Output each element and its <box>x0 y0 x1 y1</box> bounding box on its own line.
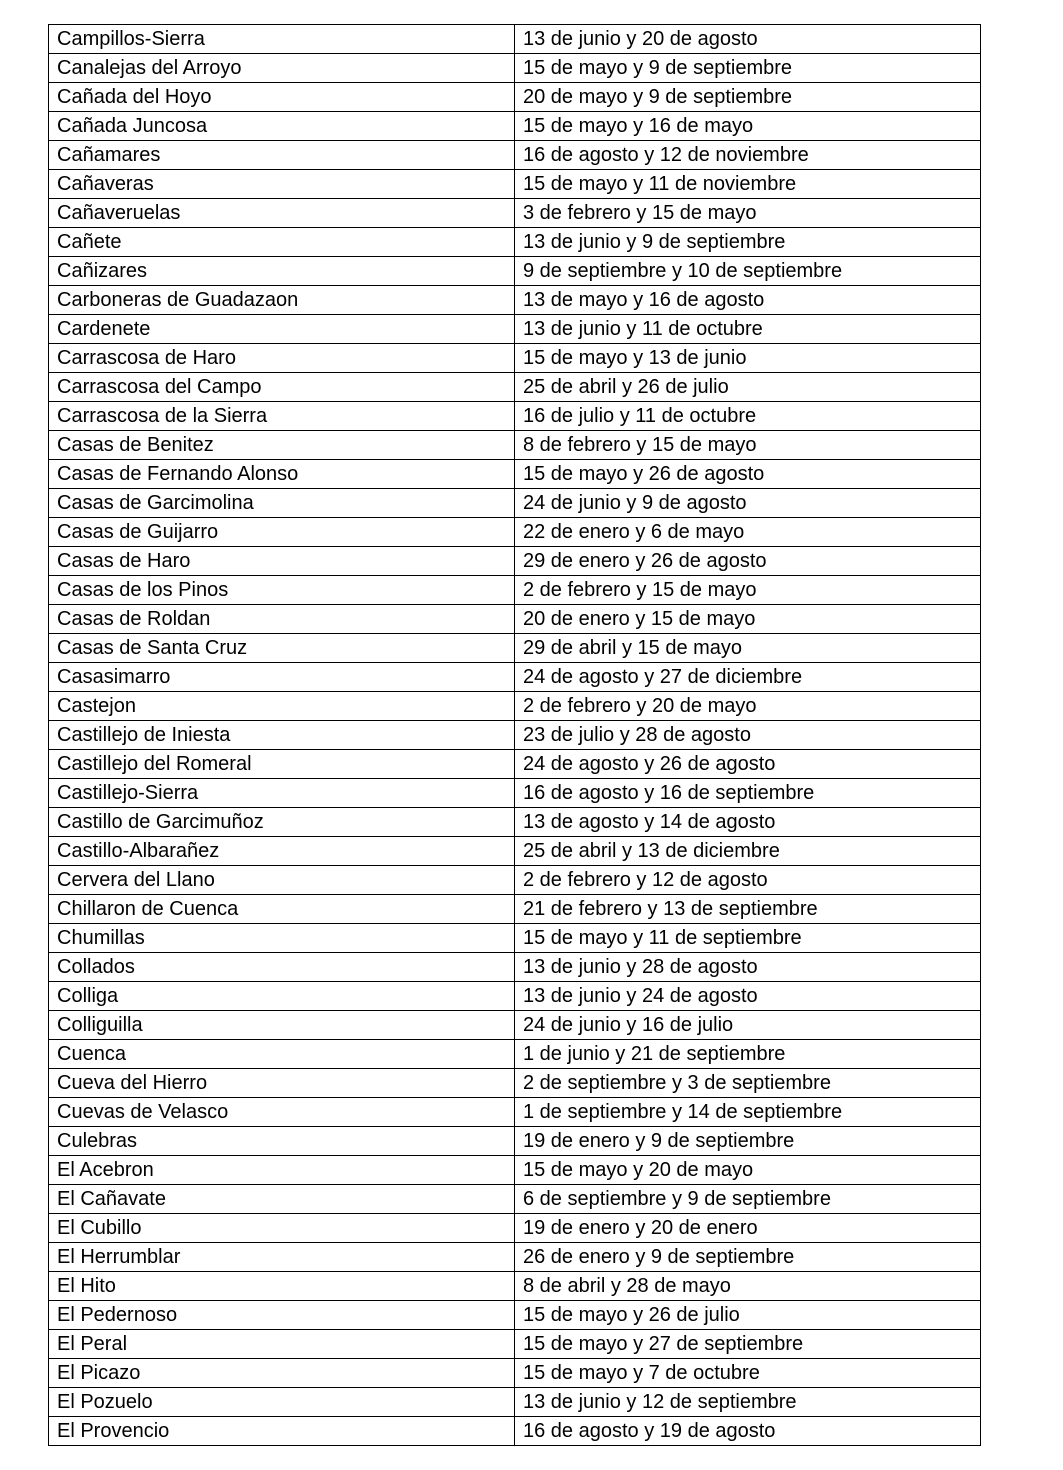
dates-cell: 19 de enero y 9 de septiembre <box>515 1127 981 1156</box>
town-cell: Campillos-Sierra <box>49 25 515 54</box>
town-cell: Castillo de Garcimuñoz <box>49 808 515 837</box>
dates-cell: 15 de mayo y 13 de junio <box>515 344 981 373</box>
dates-cell: 24 de junio y 9 de agosto <box>515 489 981 518</box>
dates-cell: 2 de febrero y 15 de mayo <box>515 576 981 605</box>
dates-cell: 15 de mayo y 11 de noviembre <box>515 170 981 199</box>
town-cell: Colliga <box>49 982 515 1011</box>
town-cell: Cueva del Hierro <box>49 1069 515 1098</box>
table-row <box>49 257 981 286</box>
dates-cell: 13 de junio y 11 de octubre <box>515 315 981 344</box>
table-row <box>49 518 981 547</box>
dates-cell: 13 de junio y 28 de agosto <box>515 953 981 982</box>
table-row <box>49 141 981 170</box>
dates-cell: 24 de agosto y 27 de diciembre <box>515 663 981 692</box>
town-cell: El Herrumblar <box>49 1243 515 1272</box>
dates-cell: 13 de junio y 12 de septiembre <box>515 1388 981 1417</box>
dates-cell: 8 de abril y 28 de mayo <box>515 1272 981 1301</box>
dates-cell: 15 de mayo y 7 de octubre <box>515 1359 981 1388</box>
town-cell: Castillejo del Romeral <box>49 750 515 779</box>
dates-cell: 29 de enero y 26 de agosto <box>515 547 981 576</box>
table-row <box>49 1243 981 1272</box>
table-row <box>49 576 981 605</box>
town-cell: Casas de Roldan <box>49 605 515 634</box>
town-cell: Castillo-Albarañez <box>49 837 515 866</box>
table-row <box>49 1388 981 1417</box>
table-row <box>49 779 981 808</box>
town-cell: El Pedernoso <box>49 1301 515 1330</box>
dates-cell: 8 de febrero y 15 de mayo <box>515 431 981 460</box>
table-body <box>49 25 981 1446</box>
dates-cell: 25 de abril y 26 de julio <box>515 373 981 402</box>
dates-cell: 6 de septiembre y 9 de septiembre <box>515 1185 981 1214</box>
table-row <box>49 25 981 54</box>
town-cell: Casas de Guijarro <box>49 518 515 547</box>
table-row <box>49 315 981 344</box>
holidays-table <box>48 24 981 1446</box>
town-cell: Castillejo de Iniesta <box>49 721 515 750</box>
dates-cell: 16 de julio y 11 de octubre <box>515 402 981 431</box>
town-cell: Casas de Santa Cruz <box>49 634 515 663</box>
table-row <box>49 373 981 402</box>
table-row <box>49 460 981 489</box>
town-cell: Cuenca <box>49 1040 515 1069</box>
dates-cell: 2 de septiembre y 3 de septiembre <box>515 1069 981 1098</box>
dates-cell: 16 de agosto y 19 de agosto <box>515 1417 981 1446</box>
table-row <box>49 1069 981 1098</box>
table-row <box>49 344 981 373</box>
dates-cell: 15 de mayo y 16 de mayo <box>515 112 981 141</box>
table-row <box>49 866 981 895</box>
table-row <box>49 170 981 199</box>
town-cell: El Cañavate <box>49 1185 515 1214</box>
dates-cell: 15 de mayo y 11 de septiembre <box>515 924 981 953</box>
town-cell: Carrascosa del Campo <box>49 373 515 402</box>
town-cell: El Acebron <box>49 1156 515 1185</box>
table-row <box>49 199 981 228</box>
table-row <box>49 489 981 518</box>
dates-cell: 13 de junio y 9 de septiembre <box>515 228 981 257</box>
town-cell: Cañada del Hoyo <box>49 83 515 112</box>
table-row <box>49 547 981 576</box>
table-row <box>49 1214 981 1243</box>
town-cell: Casas de Garcimolina <box>49 489 515 518</box>
table-row <box>49 1330 981 1359</box>
dates-cell: 25 de abril y 13 de diciembre <box>515 837 981 866</box>
table-row <box>49 982 981 1011</box>
town-cell: Canalejas del Arroyo <box>49 54 515 83</box>
dates-cell: 9 de septiembre y 10 de septiembre <box>515 257 981 286</box>
town-cell: Cervera del Llano <box>49 866 515 895</box>
dates-cell: 15 de mayo y 26 de julio <box>515 1301 981 1330</box>
table-row <box>49 953 981 982</box>
dates-cell: 20 de mayo y 9 de septiembre <box>515 83 981 112</box>
dates-cell: 15 de mayo y 26 de agosto <box>515 460 981 489</box>
table-row <box>49 895 981 924</box>
table-row <box>49 750 981 779</box>
dates-cell: 13 de agosto y 14 de agosto <box>515 808 981 837</box>
town-cell: Casasimarro <box>49 663 515 692</box>
dates-cell: 13 de mayo y 16 de agosto <box>515 286 981 315</box>
table-row <box>49 1156 981 1185</box>
table-row <box>49 808 981 837</box>
table-row <box>49 286 981 315</box>
town-cell: Cañete <box>49 228 515 257</box>
dates-cell: 13 de junio y 20 de agosto <box>515 25 981 54</box>
town-cell: El Hito <box>49 1272 515 1301</box>
table-row <box>49 1417 981 1446</box>
table-row <box>49 112 981 141</box>
dates-cell: 26 de enero y 9 de septiembre <box>515 1243 981 1272</box>
table-row <box>49 402 981 431</box>
town-cell: Chillaron de Cuenca <box>49 895 515 924</box>
table-row <box>49 837 981 866</box>
town-cell: Cañizares <box>49 257 515 286</box>
table-row <box>49 1185 981 1214</box>
table-row <box>49 54 981 83</box>
town-cell: Colliguilla <box>49 1011 515 1040</box>
dates-cell: 20 de enero y 15 de mayo <box>515 605 981 634</box>
table-row <box>49 1301 981 1330</box>
town-cell: Carrascosa de Haro <box>49 344 515 373</box>
town-cell: Carboneras de Guadazaon <box>49 286 515 315</box>
town-cell: Cuevas de Velasco <box>49 1098 515 1127</box>
town-cell: Cañamares <box>49 141 515 170</box>
table-row <box>49 1272 981 1301</box>
town-cell: Culebras <box>49 1127 515 1156</box>
dates-cell: 1 de septiembre y 14 de septiembre <box>515 1098 981 1127</box>
town-cell: Casas de Fernando Alonso <box>49 460 515 489</box>
table-row <box>49 634 981 663</box>
dates-cell: 13 de junio y 24 de agosto <box>515 982 981 1011</box>
dates-cell: 15 de mayo y 20 de mayo <box>515 1156 981 1185</box>
table-row <box>49 663 981 692</box>
town-cell: Casas de Haro <box>49 547 515 576</box>
town-cell: Carrascosa de la Sierra <box>49 402 515 431</box>
dates-cell: 16 de agosto y 12 de noviembre <box>515 141 981 170</box>
town-cell: Cañada Juncosa <box>49 112 515 141</box>
town-cell: Chumillas <box>49 924 515 953</box>
dates-cell: 19 de enero y 20 de enero <box>515 1214 981 1243</box>
town-cell: El Cubillo <box>49 1214 515 1243</box>
table-row <box>49 721 981 750</box>
town-cell: El Pozuelo <box>49 1388 515 1417</box>
dates-cell: 1 de junio y 21 de septiembre <box>515 1040 981 1069</box>
dates-cell: 24 de junio y 16 de julio <box>515 1011 981 1040</box>
town-cell: El Peral <box>49 1330 515 1359</box>
town-cell: El Picazo <box>49 1359 515 1388</box>
table-row <box>49 228 981 257</box>
dates-cell: 16 de agosto y 16 de septiembre <box>515 779 981 808</box>
dates-cell: 15 de mayo y 9 de septiembre <box>515 54 981 83</box>
table-row <box>49 1127 981 1156</box>
dates-cell: 22 de enero y 6 de mayo <box>515 518 981 547</box>
dates-cell: 2 de febrero y 20 de mayo <box>515 692 981 721</box>
table-row <box>49 1359 981 1388</box>
dates-cell: 24 de agosto y 26 de agosto <box>515 750 981 779</box>
town-cell: Castillejo-Sierra <box>49 779 515 808</box>
dates-cell: 2 de febrero y 12 de agosto <box>515 866 981 895</box>
table-row <box>49 924 981 953</box>
dates-cell: 3 de febrero y 15 de mayo <box>515 199 981 228</box>
town-cell: Castejon <box>49 692 515 721</box>
town-cell: Collados <box>49 953 515 982</box>
dates-cell: 23 de julio y 28 de agosto <box>515 721 981 750</box>
table-row <box>49 1098 981 1127</box>
town-cell: Casas de los Pinos <box>49 576 515 605</box>
dates-cell: 29 de abril y 15 de mayo <box>515 634 981 663</box>
table-row <box>49 692 981 721</box>
table-row <box>49 605 981 634</box>
table-row <box>49 431 981 460</box>
table-row <box>49 1040 981 1069</box>
town-cell: Cardenete <box>49 315 515 344</box>
dates-cell: 15 de mayo y 27 de septiembre <box>515 1330 981 1359</box>
town-cell: El Provencio <box>49 1417 515 1446</box>
town-cell: Cañaveras <box>49 170 515 199</box>
table-row <box>49 83 981 112</box>
table-row <box>49 1011 981 1040</box>
dates-cell: 21 de febrero y 13 de septiembre <box>515 895 981 924</box>
town-cell: Casas de Benitez <box>49 431 515 460</box>
town-cell: Cañaveruelas <box>49 199 515 228</box>
